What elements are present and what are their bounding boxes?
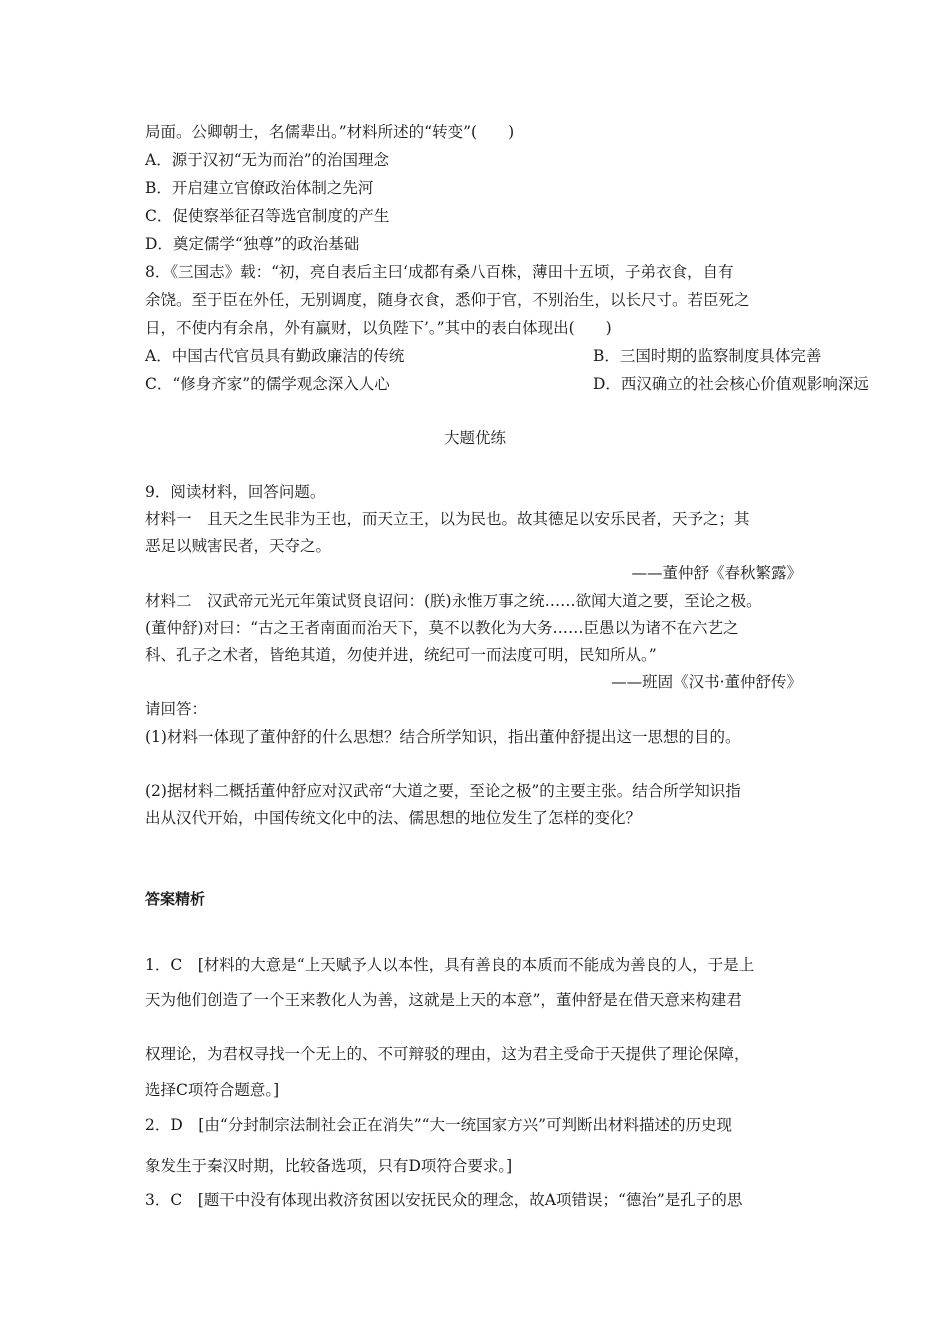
q7-option-a: A．源于汉初“无为而治”的治国理念 (145, 151, 390, 169)
q8-option-a: A．中国古代官员具有勤政廉洁的传统 (145, 347, 405, 365)
answer-2-line-2: 象发生于秦汉时期，比较备选项，只有D项符合要求。] (145, 1157, 513, 1175)
q9-subquestion-2-line-2: 出从汉代开始，中国传统文化中的法、儒思想的地位发生了怎样的变化？ (145, 809, 642, 827)
q7-option-b: B．开启建立官僚政治体制之先河 (145, 179, 374, 197)
q7-stem-end: 局面。公卿朝士，名儒辈出。”材料所述的“转变”( ) (145, 123, 515, 141)
q8-stem-line-2: 余饶。至于臣在外任，无别调度，随身衣食，悉仰于官，不别治生，以长尺寸。若臣死之 (145, 291, 750, 309)
section-title: 大题优练 (443, 429, 506, 447)
q9-subquestion-1: (1)材料一体现了董仲舒的什么思想？结合所学知识，指出董仲舒提出这一思想的目的。 (145, 728, 741, 746)
q9-source-2: ——班固《汉书·董仲舒传》 (611, 673, 802, 691)
q9-subquestion-2-line-1: (2)据材料二概括董仲舒应对汉武帝“大道之要，至论之极”的主要主张。结合所学知识指 (145, 782, 741, 800)
answer-3-line-1: 3．C [题干中没有体现出救济贫困以安抚民众的理念，故A项错误；“德治”是孔子的思 (145, 1191, 743, 1209)
q9-material2-line-1: 材料二 汉武帝元光元年策试贤良诏问：(朕)永惟万事之统……欲闻大道之要，至论之极。 (145, 592, 762, 610)
q7-option-d: D．奠定儒学“独尊”的政治基础 (145, 235, 360, 253)
q9-prompt: 请回答： (145, 700, 208, 718)
q9-intro: 9．阅读材料，回答问题。 (145, 483, 326, 501)
q9-source-1: ——董仲舒《春秋繁露》 (631, 564, 802, 582)
q9-material1-line-1: 材料一 且天之生民非为王也，而天立王，以为民也。故其德足以安乐民者，天予之；其 (145, 510, 750, 528)
q9-material1-line-2: 恶足以贼害民者，天夺之。 (145, 537, 332, 555)
answer-1-line-1: 1．C [材料的大意是“上天赋予人以本性，具有善良的本质而不能成为善良的人，于是上 (145, 956, 755, 974)
answers-heading: 答案精析 (145, 890, 206, 908)
q8-option-d: D．西汉确立的社会核心价值观影响深远 (593, 375, 869, 393)
q9-material2-line-2: (董仲舒)对曰：“古之王者南面而治天下，莫不以教化为大务……臣愚以为诸不在六艺之 (145, 619, 739, 637)
q8-stem-line-1: 8．《三国志》载：“初，亮自表后主曰‘成都有桑八百株，薄田十五顷，子弟衣食，自有 (145, 263, 734, 281)
answer-1-line-3: 权理论，为君权寻找一个无上的、不可辩驳的理由，这为君主受命于天提供了理论保障， (145, 1045, 750, 1063)
answer-2-line-1: 2．D [由“分封制宗法制社会正在消失”“大一统国家方兴”可判断出材料描述的历史现 (145, 1116, 733, 1134)
q8-options-row-1 (145, 346, 822, 366)
q8-stem-line-3: 日，不使内有余帛，外有赢财，以负陛下’。”其中的表白体现出( ) (145, 319, 612, 337)
answer-1-line-2: 天为他们创造了一个王来教化人为善，这就是上天的本意”，董仲舒是在借天意来构建君 (145, 991, 742, 1009)
q8-option-c: C．“修身齐家”的儒学观念深入人心 (145, 375, 390, 393)
q8-options-row-2 (145, 374, 869, 394)
q8-option-b: B．三国时期的监察制度具体完善 (593, 347, 822, 365)
q7-option-c: C．促使察举征召等选官制度的产生 (145, 207, 390, 225)
q9-material2-line-3: 科、孔子之术者，皆绝其道，勿使并进，统纪可一而法度可明，民知所从。” (145, 646, 657, 664)
answer-1-line-4: 选择C项符合题意。] (145, 1081, 280, 1099)
